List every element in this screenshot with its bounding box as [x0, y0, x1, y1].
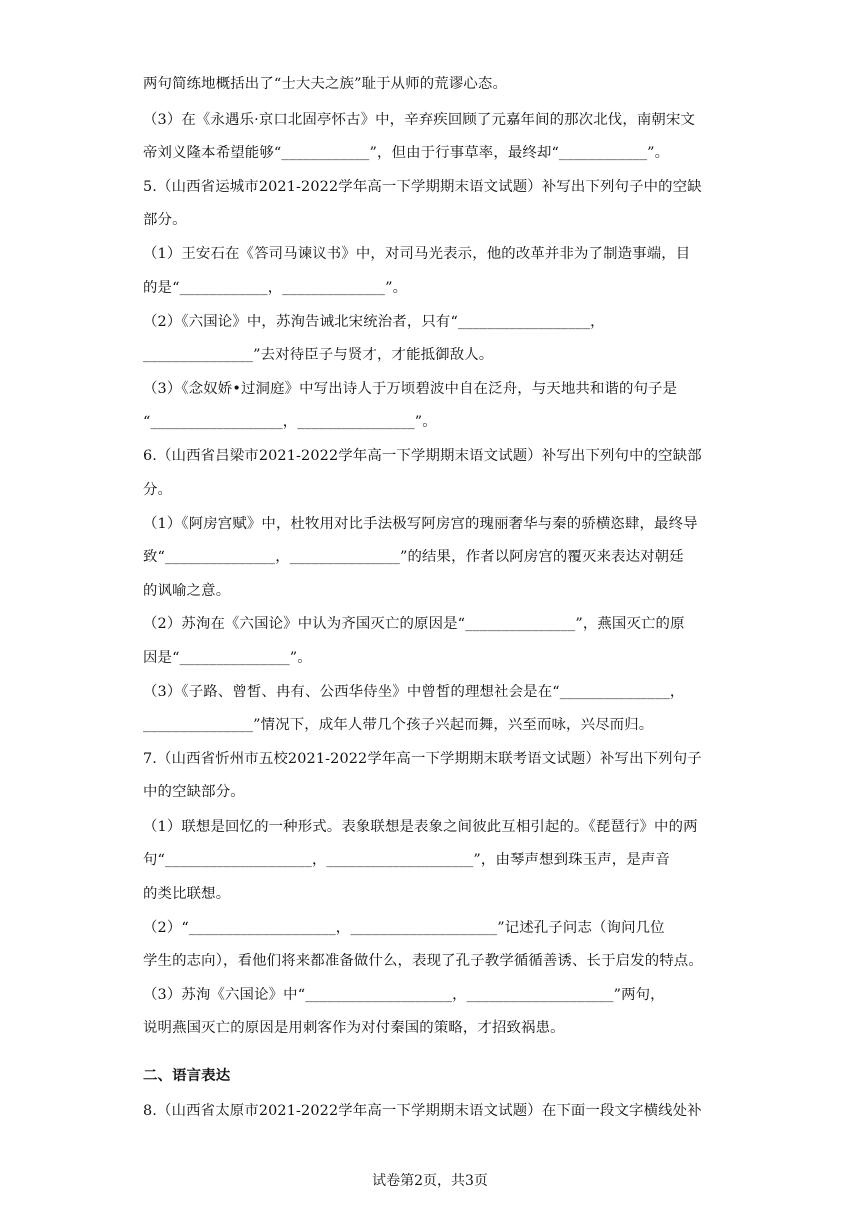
text-line: 的类比联想。 — [143, 886, 231, 902]
text-line: （3）《念奴娇•过洞庭》中写出诗人于万顷碧波中自在泛舟，与天地共和谐的句子是 — [143, 381, 678, 397]
text-line: 学生的志向），看他们将来都准备做什么，表现了孔子教学循循善诱、长于启发的特点。 — [143, 953, 703, 969]
text-line: 说明燕国灭亡的原因是用刺客作为对付秦国的策略，才招致祸患。 — [143, 1020, 565, 1036]
text-line: 的讽喻之意。 — [143, 583, 231, 599]
question-5-stem: 5.（山西省运城市2021-2022学年高一下学期期末语文试题）补写出下列句子中的空缺 — [143, 179, 702, 195]
text-line: 中的空缺部分。 — [143, 784, 245, 800]
text-line: （1）王安石在《答司马谏议书》中，对司马光表示，他的改革并非为了制造事端，目 — [143, 246, 691, 262]
question-6-stem: 6.（山西省吕梁市2021-2022学年高一下学期期末语文试题）补写出下列句中的空缺部 — [143, 448, 702, 464]
text-line: 两句简练地概括出了“士大夫之族”耻于从师的荒谬心态。 — [143, 76, 507, 92]
text-line: （1）联想是回忆的一种形式。表象联想是表象之间彼此互相引起的。《琵琶行》中的两 — [143, 819, 698, 835]
text-line: （2）苏洵在《六国论》中认为齐国灭亡的原因是“_______________”，燕国灭亡的原 — [143, 616, 685, 632]
section-heading: 二、语言表达 — [143, 1067, 231, 1084]
text-line: （3）在《永遇乐·京口北固亭怀古》中，辛弃疾回顾了元嘉年间的那次北伐，南朝宋文 — [143, 112, 696, 128]
text-line: 的是“____________，______________”。 — [143, 280, 408, 296]
text-line: （2）“____________________，____________________”记述孔子问志（询问几位 — [143, 920, 665, 936]
text-line: _______________”情况下，成年人带几个孩子兴起而舞，兴至而咏，兴尽而归。 — [143, 717, 654, 733]
text-line: _______________”去对待臣子与贤才，才能抵御敌人。 — [143, 347, 494, 363]
text-line: 帝刘义隆本希望能够“____________”，但由于行事草率，最终却“____________”。 — [143, 145, 670, 161]
text-line: （1）《阿房宫赋》中，杜牧用对比手法极写阿房宫的瑰丽奢华与秦的骄横恣肆，最终导 — [143, 516, 698, 532]
text-line: （2）《六国论》中，苏洵告诫北宋统治者，只有“__________________， — [143, 314, 605, 330]
question-8-stem: 8.（山西省太原市2021-2022学年高一下学期期末语文试题）在下面一段文字横线处补 — [143, 1103, 702, 1119]
text-line: （3）《子路、曾皙、冉有、公西华侍坐》中曾皙的理想社会是在“_______________， — [143, 684, 685, 700]
text-line: 因是“_______________”。 — [143, 650, 312, 666]
page-footer: 试卷第2页，共3页 — [372, 1173, 488, 1189]
question-7-stem: 7.（山西省忻州市五校2021-2022学年高一下学期期末联考语文试题）补写出下列句子 — [143, 751, 702, 767]
text-line: 分。 — [143, 482, 173, 498]
text-line: 部分。 — [143, 212, 187, 228]
text-line: “__________________，________________”。 — [143, 414, 437, 430]
text-line: 致“_______________，_______________”的结果，作者以阿房宫的覆灭来表达对朝廷 — [143, 549, 684, 565]
text-line: （3）苏洵《六国论》中“____________________，____________________”两句， — [143, 987, 665, 1003]
text-line: 句“____________________，____________________”，由琴声想到珠玉声，是声音 — [143, 852, 670, 868]
